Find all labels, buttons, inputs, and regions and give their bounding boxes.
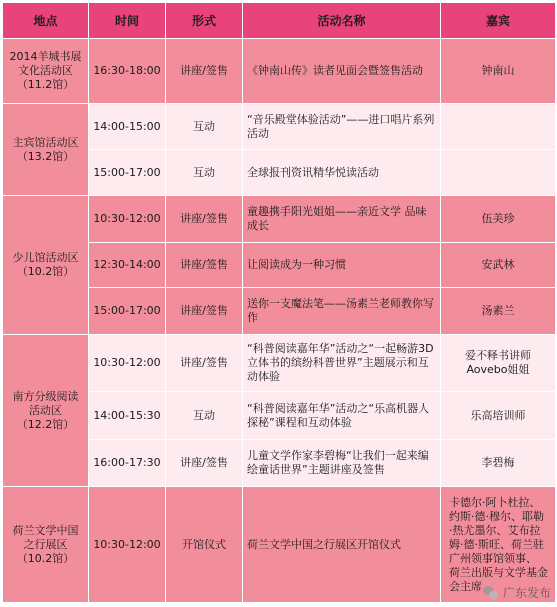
time-cell: 16:30-18:00 xyxy=(89,39,166,104)
header-row xyxy=(3,3,556,39)
event-cell: “音乐殿堂体验活动”——进口唱片系列活动 xyxy=(243,104,441,150)
table-row xyxy=(3,335,556,392)
event-cell: 全球报刊资讯精华悦读活动 xyxy=(243,150,441,196)
watermark-text: 广东发布 xyxy=(502,586,551,600)
guest-cell: 汤素兰 xyxy=(441,288,556,335)
guest-line: 广州领事馆领事、 xyxy=(449,551,537,565)
location-cell xyxy=(3,39,89,104)
format-cell: 讲座/签售 xyxy=(166,440,243,487)
location-line: （13.2馆） xyxy=(16,149,75,163)
location-cell xyxy=(3,335,89,487)
guest-line: 卡德尔·阿卜杜拉、 xyxy=(449,495,541,509)
schedule-table xyxy=(2,2,556,603)
location-line: 文化活动区 xyxy=(18,64,73,77)
guest-line: ·热尤墨尔、艾布拉 xyxy=(449,523,541,537)
header-event: 活动名称 xyxy=(243,3,441,39)
wechat-icon xyxy=(483,586,499,600)
location-line: 南方分级阅读 xyxy=(12,389,79,403)
time-cell: 14:00-15:30 xyxy=(89,392,166,440)
format-cell: 互动 xyxy=(166,392,243,440)
header-guest: 嘉宾 xyxy=(441,3,556,39)
location-cell xyxy=(3,196,89,335)
time-cell: 10:30-12:00 xyxy=(89,196,166,243)
guest-list xyxy=(445,496,551,594)
time-cell: 15:00-17:00 xyxy=(89,288,166,335)
time-cell: 16:00-17:30 xyxy=(89,440,166,487)
event-cell: 荷兰文学中国之行展区开馆仪式 xyxy=(243,487,441,603)
format-cell: 互动 xyxy=(166,150,243,196)
format-cell: 讲座/签售 xyxy=(166,288,243,335)
guest-cell xyxy=(441,150,556,196)
table-row xyxy=(3,39,556,104)
guest-line: 约斯·德·穆尔、耶勒 xyxy=(449,509,544,523)
event-cell: 送你一支魔法笔——汤素兰老师教你写作 xyxy=(243,288,441,335)
location-line: 活动区 xyxy=(29,403,62,417)
header-time: 时间 xyxy=(89,3,166,39)
format-cell: 互动 xyxy=(166,104,243,150)
location-line: 主宾馆活动区 xyxy=(12,135,79,149)
table-row xyxy=(3,104,556,150)
format-cell: 讲座/签售 xyxy=(166,335,243,392)
location-line: 少儿馆活动区 xyxy=(12,251,79,264)
time-cell: 10:30-12:00 xyxy=(89,487,166,603)
event-cell: “科普阅读嘉年华”活动之“一起畅游3D立体书的缤纷科普世界”主题展示和互动体验 xyxy=(243,335,441,392)
location-line: 之行展区 xyxy=(23,537,68,551)
time-cell: 10:30-12:00 xyxy=(89,335,166,392)
location-line: （10.2馆） xyxy=(16,265,75,278)
location-line: 2014羊城书展 xyxy=(9,50,82,63)
time-cell: 12:30-14:00 xyxy=(89,243,166,288)
table-row xyxy=(3,487,556,603)
guest-cell: 爱不释书讲师 Aovebo姐姐 xyxy=(441,335,556,392)
event-cell: 《钟南山传》读者见面会暨签售活动 xyxy=(243,39,441,104)
event-cell: 让阅读成为一种习惯 xyxy=(243,243,441,288)
guest-cell: 乐高培训师 xyxy=(441,392,556,440)
guest-line: 荷兰出版与文学基金 xyxy=(449,565,548,579)
table-row xyxy=(3,196,556,243)
location-cell xyxy=(3,487,89,603)
header-location: 地点 xyxy=(3,3,89,39)
location-line: （12.2馆） xyxy=(16,417,75,431)
location-line: （10.2馆） xyxy=(16,551,75,565)
event-cell: 儿童文学作家李碧梅“让我们一起来编绘童话世界”主题讲座及签售 xyxy=(243,440,441,487)
event-cell: 童趣携手阳光姐姐——亲近文学 品味成长 xyxy=(243,196,441,243)
location-line: 荷兰文学中国 xyxy=(12,523,79,537)
event-cell: “科普阅读嘉年华”活动之“乐高机器人探秘”课程和互动体验 xyxy=(243,392,441,440)
guest-line: 会主席 xyxy=(449,579,482,593)
format-cell: 讲座/签售 xyxy=(166,39,243,104)
header-format: 形式 xyxy=(166,3,243,39)
format-cell: 讲座/签售 xyxy=(166,243,243,288)
guest-cell: 李碧梅 xyxy=(441,440,556,487)
time-cell: 14:00-15:00 xyxy=(89,104,166,150)
guest-cell: 钟南山 xyxy=(441,39,556,104)
location-line: （11.2馆） xyxy=(16,78,75,91)
location-cell xyxy=(3,104,89,196)
format-cell: 讲座/签售 xyxy=(166,196,243,243)
guest-cell: 伍美珍 xyxy=(441,196,556,243)
guest-cell: 安武林 xyxy=(441,243,556,288)
format-cell: 开馆仪式 xyxy=(166,487,243,603)
time-cell: 15:00-17:00 xyxy=(89,150,166,196)
guest-cell xyxy=(441,104,556,150)
watermark xyxy=(483,584,551,601)
guest-line: 姆·德·斯旺、荷兰驻 xyxy=(449,537,544,551)
